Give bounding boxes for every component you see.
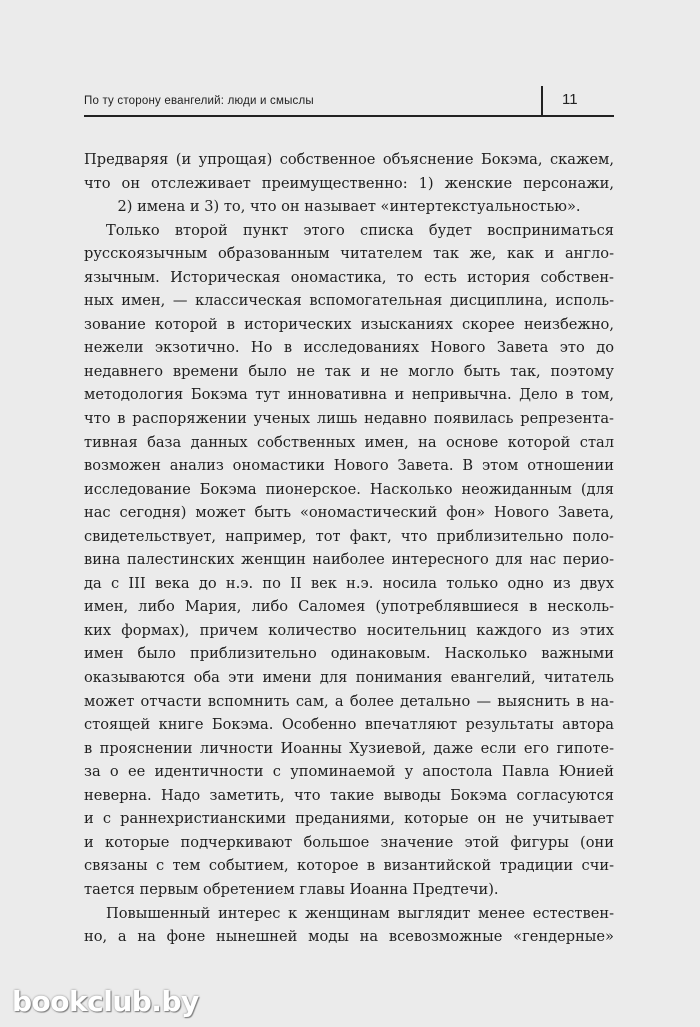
text-line: нас сегодня) может быть «ономастический фон» Нового Завета, [84,504,614,522]
text-line: Повышенный интерес к женщинам выглядит менее естествен- [106,904,614,922]
text-line: ких формах), причем количество носительниц каждого из этих [84,621,614,639]
text-line: оказываются оба эти имени для понимания евангелий, читатель [84,669,614,687]
body-text [84,148,614,949]
text-line: нежели экзотично. Но в исследованиях Нового Завета это до [84,339,614,357]
text-line: но, а на фоне нынешней моды на всевозможные «гендерные» [84,928,614,946]
text-line: язычным. Историческая ономастика, то есть история собствен- [84,268,614,286]
text-line: 2) имена и 3) то, что он называет «интертекстуальностью». [117,198,581,216]
text-line: Предваряя (и упрощая) собственное объяснение Бокэма, скажем, [84,151,614,168]
text-line: неверна. Надо заметить, что такие выводы Бокэма согласуются [84,786,614,804]
text-line: зование которой в исторических изысканиях скорее неизбежно, [84,315,614,333]
running-header-title: По ту сторону евангелий: люди и смыслы [84,95,314,107]
text-line: имен, либо Мария, либо Саломея (употреблявшиеся в несколь- [84,598,614,616]
text-line: может отчасти вспомнить сам, а более детально — выяснить в на- [84,692,614,710]
header-divider [541,86,543,116]
text-line: связаны с тем событием, которое в византийской традиции счи- [84,857,614,875]
text-line: исследование Бокэма пионерское. Насколько неожиданным (для [84,480,614,498]
text-line: русскоязычным образованным читателем так же, как и англо- [84,245,614,263]
text-line: в прояснении личности Иоанны Хузиевой, даже если его гипоте- [84,739,614,757]
watermark-logo: bookclub.by [12,985,199,1018]
text-line: недавнего времени было не так и не могло быть так, поэтому [84,362,614,380]
text-line: возможен анализ ономастики Нового Завета. В этом отношении [84,457,614,475]
text-line: стоящей книге Бокэма. Особенно впечатляют результаты автора [84,716,614,734]
text-line: и с раннехристианскими преданиями, которые он не учитывает [84,810,614,828]
text-line: имен было приблизительно одинаковым. Насколько важными [84,645,614,663]
text-line: Только второй пункт этого списка будет восприниматься [106,221,614,239]
running-header [84,86,614,118]
text-line: тается первым обретением главы Иоанна Предтечи). [84,880,499,898]
text-line: методология Бокэма тут инновативна и непривычна. Дело в том, [84,386,614,404]
text-line: и которые подчеркивают большое значение этой фигуры (они [84,833,614,851]
text-line: тивная база данных собственных имен, на основе которой стал [84,433,614,451]
header-rule [84,115,614,117]
text-line: свидетельствует, например, тот факт, что приблизительно поло- [84,527,614,545]
text-line: вина палестинских женщин наиболее интересного для нас перио- [84,551,614,569]
text-line: за о ее идентичности с упоминаемой у апостола Павла Юнией [84,763,614,781]
text-line: что в распоряжении ученых лишь недавно появилась репрезента- [84,410,614,428]
text-line: да с III века до н.э. по II век н.э. носила только одно из двух [84,574,614,592]
page-number: 11 [562,91,578,108]
text-line: что он отслеживает преимущественно: 1) женские персонажи, [84,174,614,192]
text-line: ных имен, — классическая вспомогательная дисциплина, исполь- [84,292,614,310]
